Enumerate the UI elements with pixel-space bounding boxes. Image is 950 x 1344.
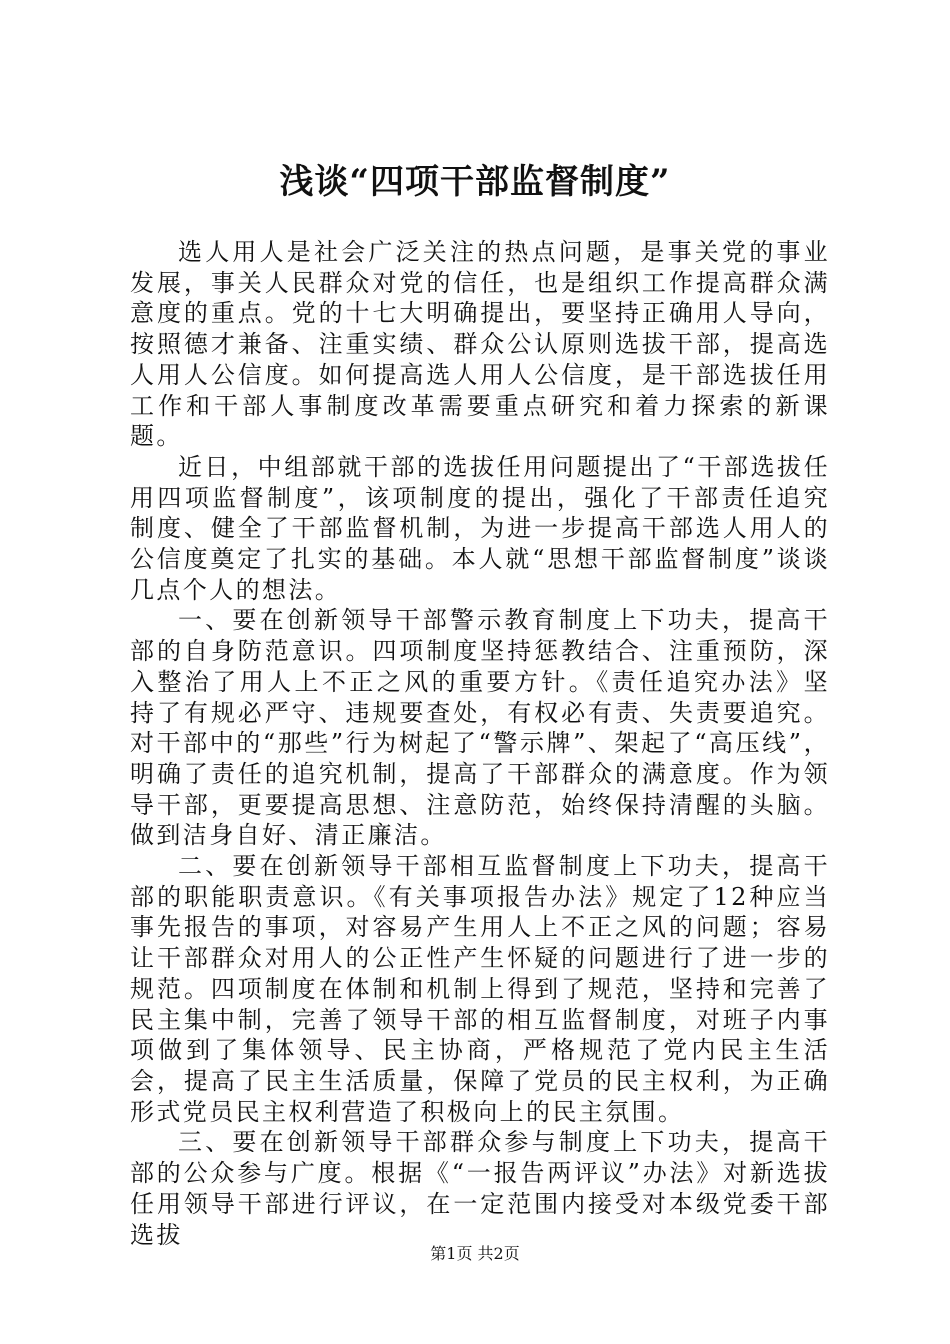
- document-body: [130, 237, 830, 1250]
- paragraph-point-two: 二、要在创新领导干部相互监督制度上下功夫，提高干部的职能职责意识。《有关事项报告办法》规定了12种应当事先报告的事项，对容易产生用人上不正之风的问题；容易让干部群众对用人的公正性产生怀疑的问题进行了进一步的规范。四项制度在体制和机制上得到了规范，坚持和完善了民主集中制，完善了领导干部的相互监督制度，对班子内事项做到了集体领导、民主协商，严格规范了党内民主生活会，提高了民主生活质量，保障了党员的民主权利，为正确形式党员民主权利营造了积极向上的民主氛围。: [130, 852, 830, 1126]
- paragraph-point-three: 三、要在创新领导干部群众参与制度上下功夫，提高干部的公众参与广度。根据《“一报告两评议”办法》对新选拔任用领导干部进行评议，在一定范围内接受对本级党委干部选拔: [130, 1128, 830, 1249]
- page-number-footer: 第1页 共2页: [430, 1244, 520, 1263]
- document-title: 浅谈“四项干部监督制度”: [279, 162, 671, 202]
- paragraph-intro: 选人用人是社会广泛关注的热点问题，是事关党的事业发展，事关人民群众对党的信任，也是组织工作提高群众满意度的重点。党的十七大明确提出，要坚持正确用人导向，按照德才兼备、注重实绩、群众公认原则选拔干部，提高选人用人公信度。如何提高选人用人公信度，是干部选拔任用工作和干部人事制度改革需要重点研究和着力探索的新课题。: [130, 238, 830, 451]
- paragraph-point-one: 一、要在创新领导干部警示教育制度上下功夫，提高干部的自身防范意识。四项制度坚持惩教结合、注重预防，深入整治了用人上不正之风的重要方针。《责任追究办法》坚持了有规必严守、违规要查处，有权必有责、失责要追究。对干部中的“那些”行为树起了“警示牌”、架起了“高压线”，明确了责任的追究机制，提高了干部群众的满意度。作为领导干部，更要提高思想、注意防范，始终保持清醒的头脑。做到洁身自好、清正廉洁。: [130, 606, 830, 850]
- paragraph-background: 近日，中组部就干部的选拔任用问题提出了“干部选拔任用四项监督制度”，该项制度的提出，强化了干部责任追究制度、健全了干部监督机制，为进一步提高干部选人用人的公信度奠定了扎实的基础。本人就“思想干部监督制度”谈谈几点个人的想法。: [130, 452, 830, 604]
